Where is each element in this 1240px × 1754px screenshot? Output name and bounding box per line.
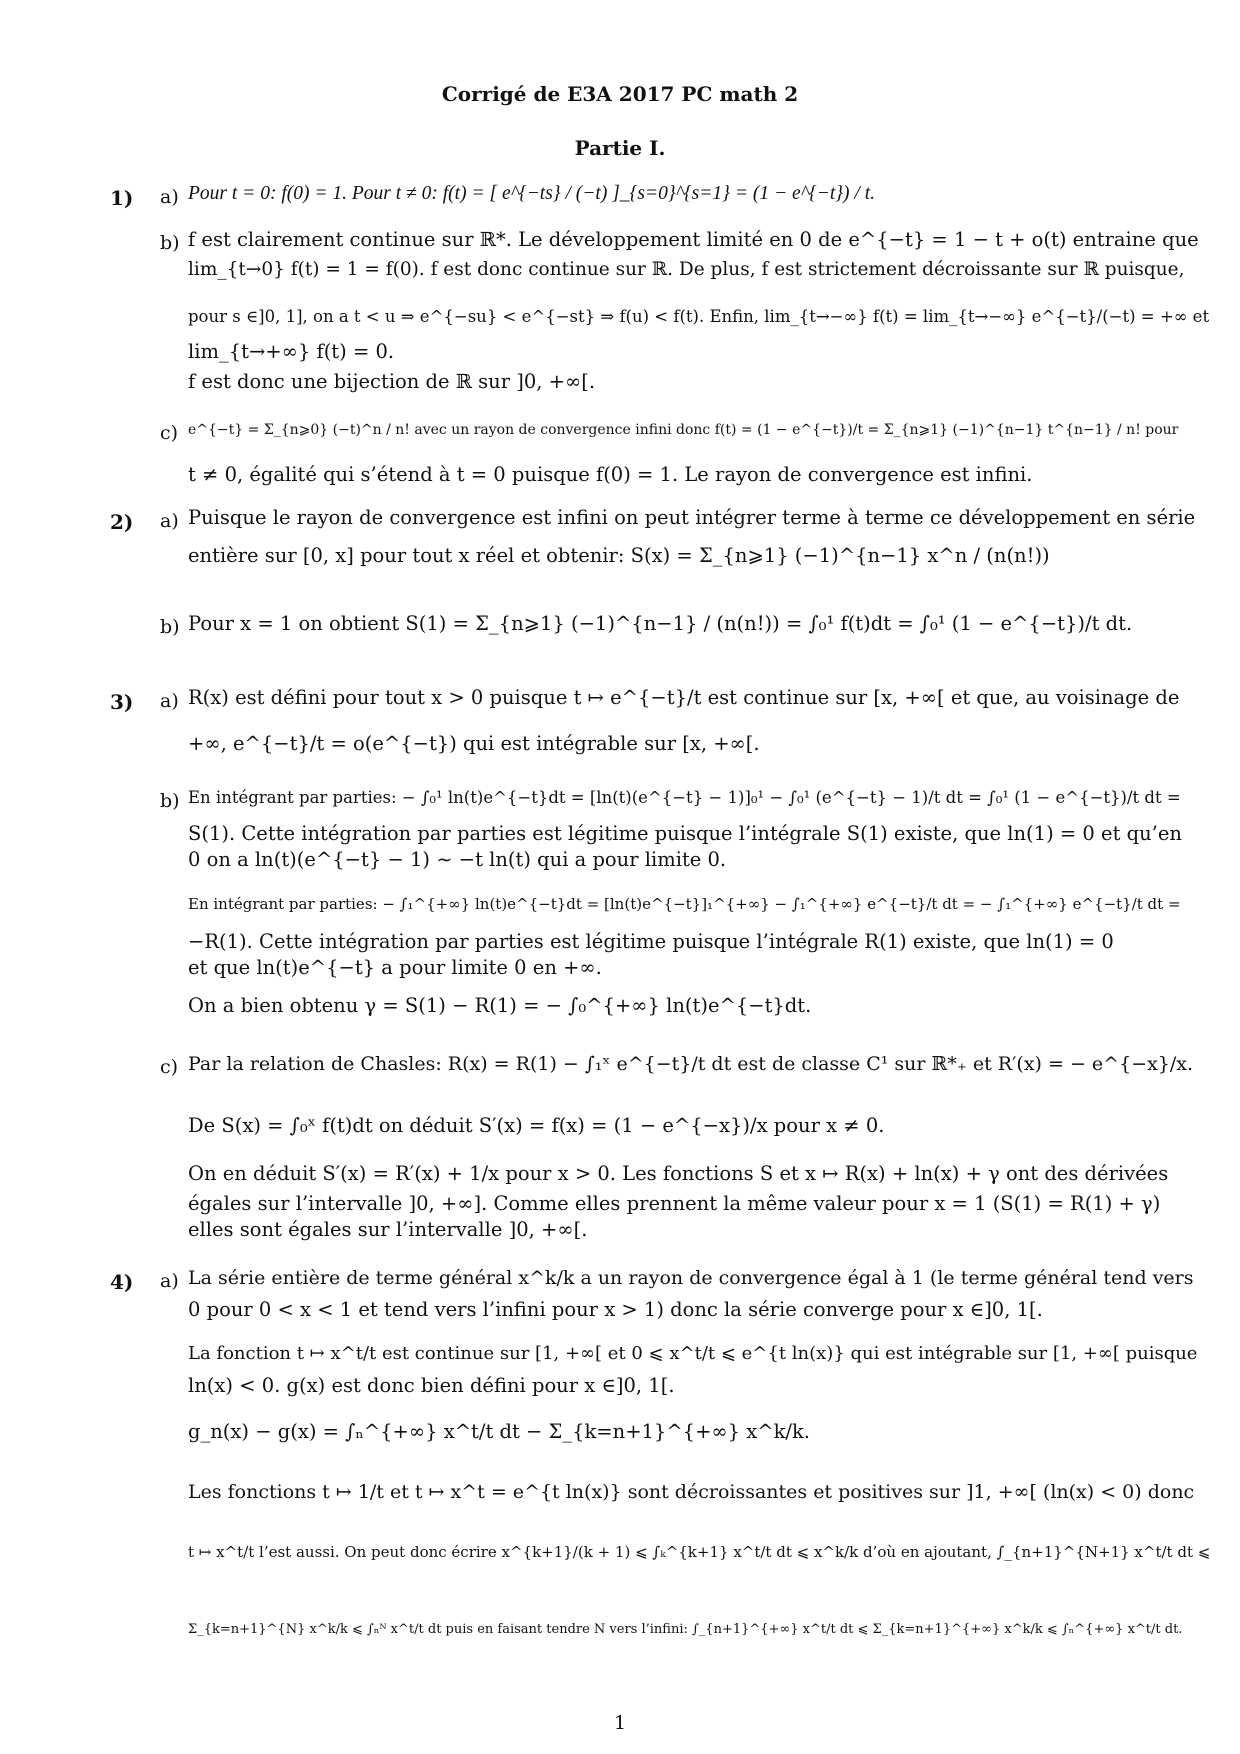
subquestion-letter: c)	[160, 422, 179, 444]
answer-line: −R(1). Cette intégration par parties est légitime puisque l’intégrale R(1) existe, que ln(1) = 0	[188, 930, 1114, 953]
subquestion-letter: b)	[160, 790, 180, 812]
answer-line: t ≠ 0, égalité qui s’étend à t = 0 puisque f(0) = 1. Le rayon de convergence est infini.	[188, 463, 1033, 486]
answer-line: égales sur l’intervalle ]0, +∞]. Comme elles prennent la même valeur pour x = 1 (S(1) = R(1) + γ)	[188, 1192, 1161, 1215]
answer-line: Σ_{k=n+1}^{N} x^k/k ⩽ ∫ₙᴺ x^t/t dt puis en faisant tendre N vers l’infini: ∫_{n+1}^{+∞} x^t/t dt ⩽ Σ_{k=n+1}^{+∞} x^k/k ⩽ ∫ₙ^{+∞} x^t/t dt.	[188, 1622, 1183, 1637]
answer-line: +∞, e^{−t}/t = o(e^{−t}) qui est intégrable sur [x, +∞[.	[188, 732, 760, 755]
answer-line: et que ln(t)e^{−t} a pour limite 0 en +∞.	[188, 956, 602, 979]
answer-line: La fonction t ↦ x^t/t est continue sur [1, +∞[ et 0 ⩽ x^t/t ⩽ e^{t ln(x)} qui est intégrable sur [1, +∞[ puisque	[188, 1343, 1198, 1364]
answer-line: La série entière de terme général x^k/k a un rayon de convergence égal à 1 (le terme général tend vers	[188, 1267, 1194, 1289]
answer-line: De S(x) = ∫₀ˣ f(t)dt on déduit S′(x) = f(x) = (1 − e^{−x})/x pour x ≠ 0.	[188, 1114, 885, 1137]
subquestion-letter: b)	[160, 616, 180, 638]
answer-line: f est clairement continue sur ℝ*. Le développement limité en 0 de e^{−t} = 1 − t + o(t) entraine que	[188, 228, 1199, 251]
answer-line: Les fonctions t ↦ 1/t et t ↦ x^t = e^{t ln(x)} sont décroissantes et positives sur ]1, +∞[ (ln(x) < 0) donc	[188, 1481, 1195, 1503]
answer-line: 0 pour 0 < x < 1 et tend vers l’infini pour x > 1) donc la série converge pour x ∈]0, 1[.	[188, 1298, 1043, 1321]
answer-line: 0 on a ln(t)(e^{−t} − 1) ∼ −t ln(t) qui a pour limite 0.	[188, 848, 727, 871]
answer-line: lim_{t→0} f(t) = 1 = f(0). f est donc continue sur ℝ. De plus, f est strictement décroissante sur ℝ puisque,	[188, 259, 1185, 280]
subquestion-letter: b)	[160, 232, 180, 254]
subquestion-letter: c)	[160, 1056, 179, 1078]
answer-line: ln(x) < 0. g(x) est donc bien défini pour x ∈]0, 1[.	[188, 1374, 675, 1397]
answer-line: Pour t = 0: f(0) = 1. Pour t ≠ 0: f(t) = [ e^{−ts} / (−t) ]_{s=0}^{s=1} = (1 − e^{−t}) / t.	[188, 183, 876, 204]
answer-line: Pour x = 1 on obtient S(1) = Σ_{n⩾1} (−1)^{n−1} / (n(n!)) = ∫₀¹ f(t)dt = ∫₀¹ (1 − e^{−t})/t dt.	[188, 612, 1133, 635]
question-number: 1)	[110, 186, 134, 210]
part-heading: Partie I.	[574, 136, 666, 160]
answer-line: f est donc une bijection de ℝ sur ]0, +∞[.	[188, 370, 596, 393]
answer-line: e^{−t} = Σ_{n⩾0} (−t)^n / n! avec un rayon de convergence infini donc f(t) = (1 − e^{−t})/t = Σ_{n⩾1} (−1)^{n−1} t^{n−1} / n! pour	[188, 422, 1179, 438]
subquestion-letter: a)	[160, 510, 179, 532]
question-number: 2)	[110, 510, 134, 534]
answer-line: lim_{t→+∞} f(t) = 0.	[188, 340, 395, 363]
answer-line: R(x) est défini pour tout x > 0 puisque t ↦ e^{−t}/t est continue sur [x, +∞[ et que, au voisinage de	[188, 686, 1180, 709]
answer-line: Par la relation de Chasles: R(x) = R(1) − ∫₁ˣ e^{−t}/t dt est de classe C¹ sur ℝ*₊ et R′(x) = − e^{−x}/x.	[188, 1053, 1194, 1075]
answer-line: t ↦ x^t/t l’est aussi. On peut donc écrire x^{k+1}/(k + 1) ⩽ ∫ₖ^{k+1} x^t/t dt ⩽ x^k/k d’où en ajoutant, ∫_{n+1}^{N+1} x^t/t dt ⩽	[188, 1543, 1211, 1561]
subquestion-letter: a)	[160, 690, 179, 712]
answer-line: En intégrant par parties: − ∫₀¹ ln(t)e^{−t}dt = [ln(t)(e^{−t} − 1)]₀¹ − ∫₀¹ (e^{−t} − 1)/t dt = ∫₀¹ (1 − e^{−t})/t dt =	[188, 788, 1181, 807]
answer-line: On a bien obtenu γ = S(1) − R(1) = − ∫₀^{+∞} ln(t)e^{−t}dt.	[188, 994, 812, 1017]
subquestion-letter: a)	[160, 1270, 179, 1292]
answer-line: pour s ∈]0, 1], on a t < u ⇒ e^{−su} < e^{−st} ⇒ f(u) < f(t). Enfin, lim_{t→−∞} f(t) = lim_{t→−∞} e^{−t}/(−t) = +∞ et	[188, 307, 1210, 326]
page-number: 1	[613, 1712, 627, 1734]
answer-line: Puisque le rayon de convergence est infini on peut intégrer terme à terme ce développement en série	[188, 506, 1196, 529]
answer-line: entière sur [0, x] pour tout x réel et obtenir: S(x) = Σ_{n⩾1} (−1)^{n−1} x^n / (n(n!))	[188, 544, 1050, 567]
answer-line: g_n(x) − g(x) = ∫ₙ^{+∞} x^t/t dt − Σ_{k=n+1}^{+∞} x^k/k.	[188, 1420, 811, 1443]
answer-line: On en déduit S′(x) = R′(x) + 1/x pour x > 0. Les fonctions S et x ↦ R(x) + ln(x) + γ ont des dérivées	[188, 1162, 1169, 1185]
subquestion-letter: a)	[160, 186, 179, 208]
document-title: Corrigé de E3A 2017 PC math 2	[441, 82, 799, 106]
answer-line: elles sont égales sur l’intervalle ]0, +∞[.	[188, 1218, 588, 1241]
question-number: 4)	[110, 1270, 134, 1294]
answer-line: S(1). Cette intégration par parties est légitime puisque l’intégrale S(1) existe, que ln(1) = 0 et qu’en	[188, 822, 1182, 845]
answer-line: En intégrant par parties: − ∫₁^{+∞} ln(t)e^{−t}dt = [ln(t)e^{−t}]₁^{+∞} − ∫₁^{+∞} e^{−t}/t dt = − ∫₁^{+∞} e^{−t}/t dt =	[188, 895, 1181, 913]
question-number: 3)	[110, 690, 134, 714]
